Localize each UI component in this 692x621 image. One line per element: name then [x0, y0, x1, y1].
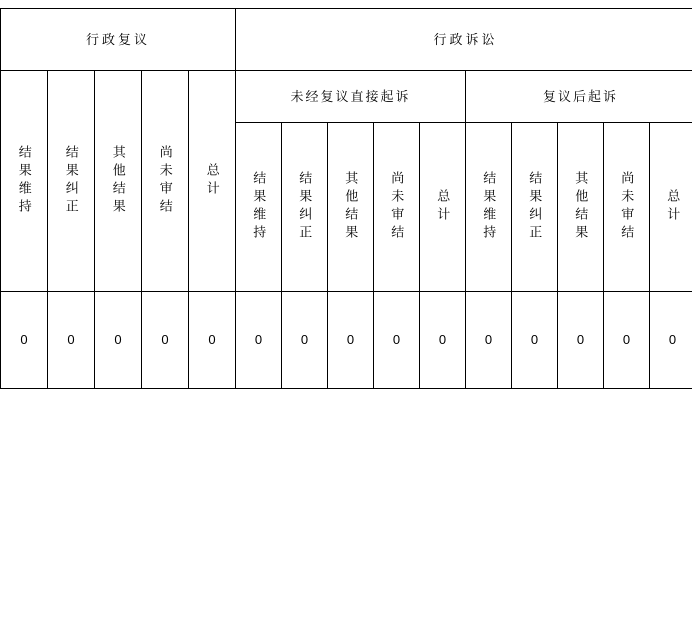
column-header-after-total: 总计: [650, 123, 692, 292]
column-header-review-corrected: 结果纠正: [61, 71, 81, 291]
column-header-review-pending: 尚未审结: [155, 71, 175, 291]
cell-direct-upheld: 0: [236, 292, 282, 389]
cell-review-other: 0: [95, 292, 142, 389]
cell-after-pending: 0: [604, 292, 650, 389]
cell-direct-corrected: 0: [282, 292, 328, 389]
sub-header-direct-suit: 未经复议直接起诉: [236, 71, 466, 123]
group-header-admin-review: 行政复议: [1, 9, 236, 71]
column-header-review-total: 总计: [202, 71, 222, 291]
column-header-direct-total: 总计: [420, 123, 466, 292]
table-row: [1, 292, 692, 389]
column-header-direct-corrected: 结果纠正: [282, 123, 328, 292]
cell-review-total: 0: [189, 292, 236, 389]
column-header-review-upheld: 结果维持: [14, 71, 34, 291]
sub-header-after-review-suit: 复议后起诉: [466, 71, 692, 123]
table-sub-header-row: [1, 71, 692, 123]
cell-after-corrected: 0: [512, 292, 558, 389]
column-header-review-other: 其他结果: [108, 71, 128, 291]
column-header-direct-upheld: 结果维持: [236, 123, 282, 292]
cell-direct-other: 0: [328, 292, 374, 389]
column-header-after-other: 其他结果: [558, 123, 604, 292]
cell-after-upheld: 0: [466, 292, 512, 389]
cell-direct-total: 0: [420, 292, 466, 389]
administrative-review-litigation-table: [0, 8, 692, 389]
cell-review-corrected: 0: [48, 292, 95, 389]
column-header-direct-other: 其他结果: [328, 123, 374, 292]
table-group-header-row: [1, 9, 692, 71]
cell-direct-pending: 0: [374, 292, 420, 389]
cell-review-upheld: 0: [1, 292, 48, 389]
column-header-after-corrected: 结果纠正: [512, 123, 558, 292]
cell-after-total: 0: [650, 292, 692, 389]
cell-review-pending: 0: [142, 292, 189, 389]
column-header-after-upheld: 结果维持: [466, 123, 512, 292]
sub-header-blank-spacer: [1, 71, 236, 292]
group-header-admin-litigation: 行政诉讼: [236, 9, 692, 71]
column-header-after-pending: 尚未审结: [604, 123, 650, 292]
cell-after-other: 0: [558, 292, 604, 389]
column-header-direct-pending: 尚未审结: [374, 123, 420, 292]
